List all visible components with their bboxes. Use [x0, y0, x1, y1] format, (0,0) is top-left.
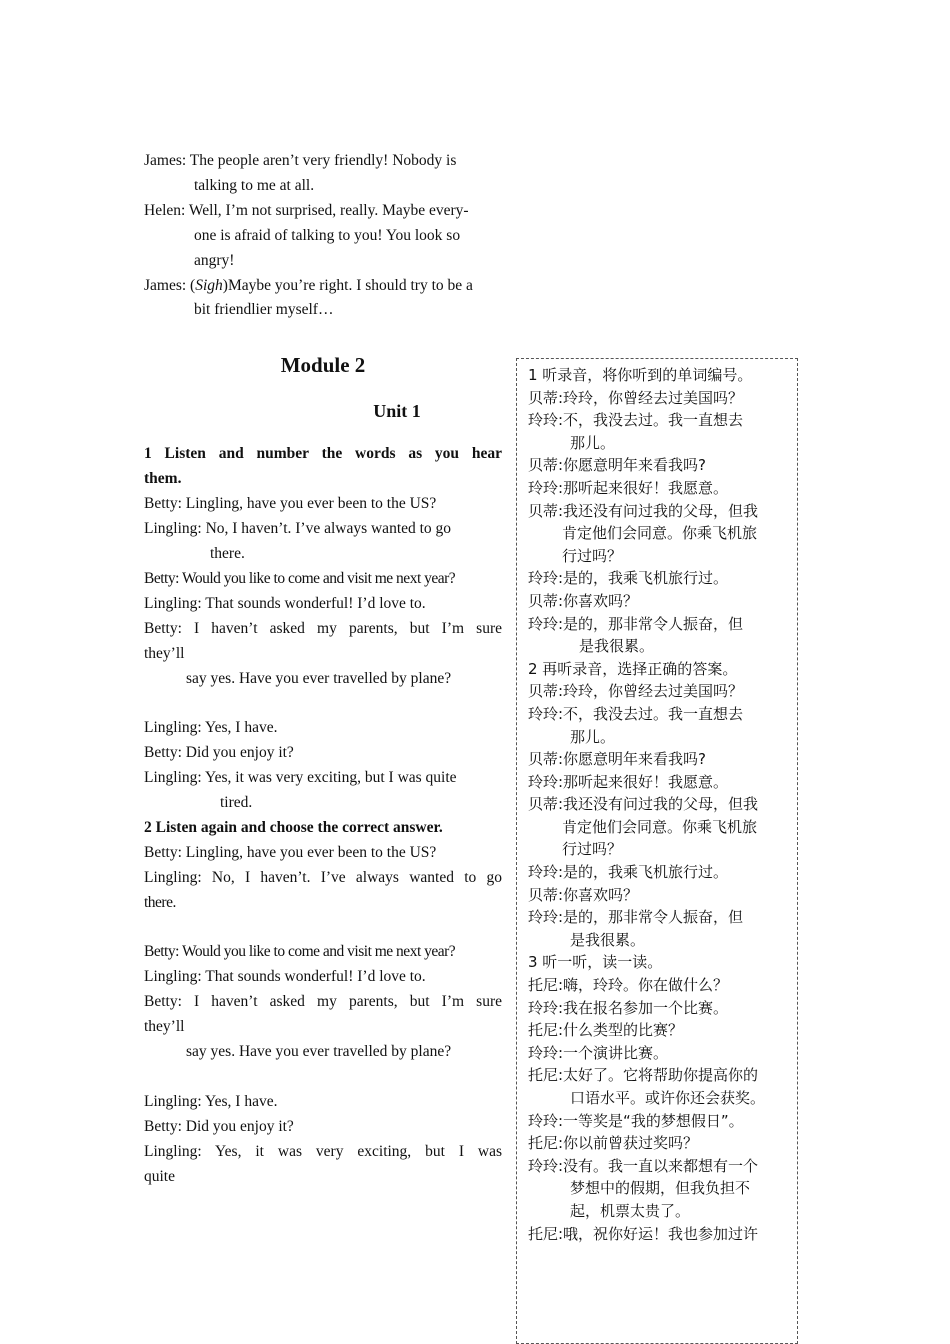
dialogue-line: Lingling: That sounds wonderful! I’d love to.: [144, 594, 426, 612]
section-1-heading: 1 Listen and number the words as you hear: [144, 445, 502, 463]
translation-line: 那儿。: [570, 433, 616, 452]
dialogue-line: they’ll: [144, 644, 185, 662]
dialogue-line: Lingling: Yes, I have.: [144, 719, 278, 737]
unit-title: Unit 1: [373, 401, 421, 422]
translation-line: 玲玲:一等奖是“我的梦想假日”。: [528, 1111, 744, 1130]
translation-line: 那儿。: [570, 727, 616, 746]
translation-line: 是我很累。: [570, 930, 646, 949]
translation-line: 玲玲:那听起来很好！我愿意。: [528, 772, 729, 791]
text-line: [144, 274, 502, 299]
english-column: [144, 149, 502, 1189]
dialogue-line: Lingling: Yes, it was very exciting, but I was quite: [144, 769, 457, 787]
dialogue-line: Betty: Lingling, have you ever been to the US?: [144, 843, 437, 861]
dialogue-line: Betty: I haven’t asked my parents, but I’m sure: [144, 993, 502, 1011]
module-title: Module 2: [280, 353, 366, 378]
dialogue-line: Lingling: Yes, it was very exciting, but I was: [144, 1142, 502, 1160]
translation-line: 玲玲:是的，那非常令人振奋，但: [528, 908, 744, 927]
blank-line: [144, 1065, 502, 1090]
translation-line: 托尼:哦，祝你好运！我也参加过许: [528, 1224, 759, 1243]
translation-line: 肯定他们会同意。你乘飞机旅: [562, 524, 758, 543]
dialogue-line: Betty: Lingling, have you ever been to the US?: [144, 495, 437, 513]
dialogue-line: there.: [144, 893, 176, 911]
translation-line: 起，机票太贵了。: [570, 1201, 691, 1220]
dialogue-line: tired.: [220, 794, 253, 812]
translation-line: 是我很累。: [579, 637, 655, 656]
text-line: Helen: Well, I’m not surprised, really. Maybe every-: [144, 201, 469, 219]
stage-direction: Sigh: [195, 276, 223, 294]
section-2-heading: 2 Listen again and choose the correct answer.: [144, 818, 443, 836]
dialogue-line: say yes. Have you ever travelled by plane?: [186, 1043, 452, 1061]
dialogue-line: they’ll: [144, 1018, 185, 1036]
dialogue-line: Betty: Would you like to come and visit me next year?: [144, 569, 456, 587]
dialogue-line: Lingling: No, I haven’t. I’ve always wanted to go: [144, 520, 452, 538]
translation-line: 托尼:什么类型的比赛？: [528, 1021, 684, 1040]
translation-line: 托尼:太好了。它将帮助你提高你的: [528, 1066, 759, 1085]
translation-line: 玲玲:是的，我乘飞机旅行过。: [528, 863, 729, 882]
translation-line: 玲玲:那听起来很好！我愿意。: [528, 478, 729, 497]
dialogue-line: Betty: Would you like to come and visit me next year?: [144, 943, 456, 961]
dialogue-line: Lingling: That sounds wonderful! I’d love to.: [144, 968, 426, 986]
translation-heading: 1 听录音，将你听到的单词编号。: [528, 366, 753, 384]
dialogue-line: Betty: Did you enjoy it?: [144, 1117, 294, 1135]
dialogue-line: Lingling: Yes, I have.: [144, 1092, 278, 1110]
text-line: James: The people aren’t very friendly! Nobody is: [144, 152, 457, 169]
dialogue-line: Betty: Did you enjoy it?: [144, 744, 294, 762]
translation-line: 贝蒂:你喜欢吗？: [528, 591, 639, 610]
translation-line: 贝蒂:玲玲，你曾经去过美国吗？: [528, 388, 744, 407]
translation-heading: 2 再听录音，选择正确的答案。: [528, 659, 738, 678]
dialogue-line: say yes. Have you ever travelled by plane?: [186, 669, 452, 687]
chinese-translation-column: [528, 364, 790, 1245]
translation-line: 玲玲:是的，那非常令人振奋，但: [528, 614, 744, 633]
translation-line: 肯定他们会同意。你乘飞机旅: [562, 817, 758, 836]
dialogue-line: Betty: I haven’t asked my parents, but I’m sure: [144, 619, 502, 637]
blank-line: [144, 691, 502, 716]
blank-line: [144, 916, 502, 941]
translation-line: 贝蒂:你愿意明年来看我吗?: [528, 750, 707, 769]
text-line: angry!: [194, 251, 235, 269]
translation-line: 玲玲:没有。我一直以来都想有一个: [528, 1156, 759, 1175]
translation-line: 贝蒂:你愿意明年来看我吗?: [528, 456, 707, 475]
dialogue-line: there.: [210, 544, 245, 562]
translation-line: 托尼:嗨，玲玲。你在做什么？: [528, 976, 729, 995]
section-1-heading-cont: them.: [144, 470, 182, 488]
dialogue-line: quite: [144, 1167, 175, 1185]
translation-line: 贝蒂:玲玲，你曾经去过美国吗？: [528, 682, 744, 701]
translation-line: 玲玲:不，我没去过。我一直想去: [528, 411, 744, 430]
translation-line: 玲玲:是的，我乘飞机旅行过。: [528, 569, 729, 588]
dialogue-line: Lingling: No, I haven’t. I’ve always wanted to go: [144, 868, 502, 886]
translation-line: 贝蒂:你喜欢吗？: [528, 885, 639, 904]
translation-line: 玲玲:我在报名参加一个比赛。: [528, 998, 729, 1017]
translation-line: 托尼:你以前曾获过奖吗？: [528, 1134, 699, 1153]
translation-line: 行过吗？: [562, 840, 623, 859]
translation-line: 贝蒂:我还没有问过我的父母，但我: [528, 501, 759, 520]
text-line: talking to me at all.: [194, 176, 315, 194]
dialogue-text: )Maybe you’re right. I should try to be a: [222, 276, 473, 294]
translation-line: 行过吗？: [562, 546, 623, 565]
translation-line: 梦想中的假期，但我负担不: [570, 1179, 751, 1198]
speaker-text: James: (: [144, 276, 196, 294]
text-line: one is afraid of talking to you! You look so: [194, 226, 461, 244]
translation-line: 口语水平。或许你还会获奖。: [570, 1089, 766, 1107]
translation-line: 玲玲:不，我没去过。我一直想去: [528, 704, 744, 723]
text-line: bit friendlier myself…: [194, 301, 334, 319]
translation-line: 贝蒂:我还没有问过我的父母，但我: [528, 795, 759, 814]
translation-line: 玲玲:一个演讲比赛。: [528, 1043, 669, 1062]
translation-heading: 3 听一听，读一读。: [528, 953, 663, 972]
